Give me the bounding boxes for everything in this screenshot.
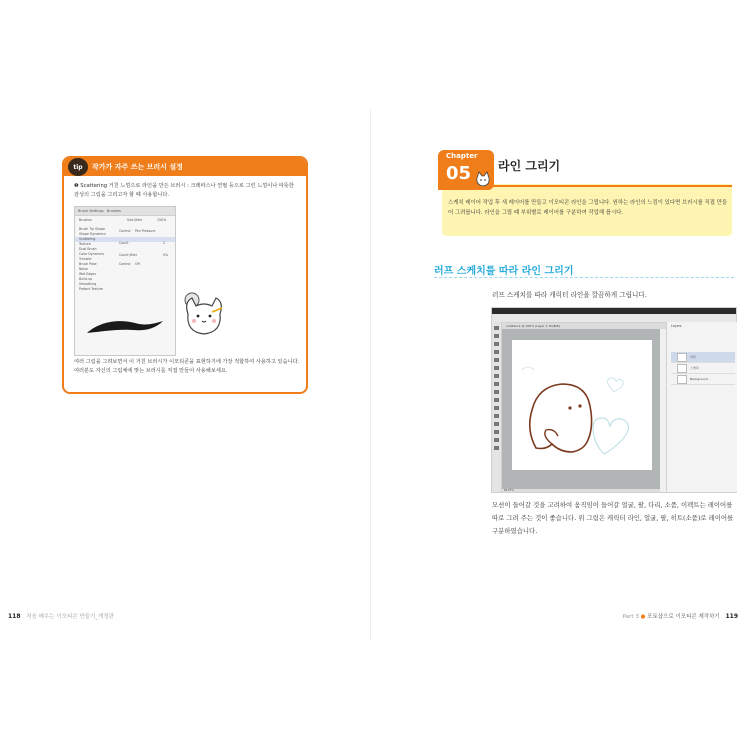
- ps-zoom-level: 66.67%: [504, 489, 514, 492]
- brush-item-selected: Scattering: [75, 237, 175, 242]
- ps-layer-thumb: [677, 375, 687, 384]
- panel-tab-brushes: Brushes: [106, 209, 121, 213]
- value-jitter: 150%: [157, 218, 167, 222]
- tip-text: ❶ Scattering 거친 느낌으로 라인을 만든 브러시 : 크레파스나 연필 등으로 그린 느낌이나 따뜻한 감성의 그림을 그리고자 할 때 사용합니다.: [74, 183, 294, 198]
- chapter-description: 스케치 레이어 작업 후 새 레이어를 만들고 이모티콘 라인을 그립니다. 원하는 라인의 느낌이 있다면 브러시를 직접 만들어 그려봅니다. 라인을 그릴 때 부위별로 레이어를 구분하여 작업해 봅시다.: [448, 200, 728, 216]
- ghost-character-line-art: [512, 340, 652, 470]
- ps-tool-icons: [492, 322, 501, 492]
- brush-item: Noise: [79, 267, 88, 271]
- book-title: 처음 배우는 이모티콘 만들기_개정판: [26, 614, 114, 620]
- chapter-number: 05: [446, 163, 472, 184]
- chapter-cat-icon: [474, 170, 492, 188]
- value-control: Pen Pressure: [135, 229, 156, 233]
- footer-right: [623, 612, 738, 620]
- value-off: Off: [135, 262, 140, 266]
- option-count: Count: [119, 241, 129, 245]
- page-number-left: 118: [8, 613, 21, 620]
- chapter-title: 라인 그리기: [498, 159, 561, 173]
- ps-status-bar: [502, 489, 660, 492]
- ps-layer-name: 스케치: [690, 366, 699, 370]
- option-count-jitter: Count Jitter: [119, 253, 138, 257]
- brush-item: Build-up: [79, 277, 93, 281]
- option-control: Control: [119, 229, 131, 233]
- brush-item: Brush Pose: [79, 262, 97, 266]
- ps-layer-name: 라인: [690, 355, 696, 359]
- ps-layer-thumb: [677, 364, 687, 373]
- brush-item: Wet Edges: [79, 272, 96, 276]
- ps-document-tab: untitled-1 @ 100% (Layer 1, RGB/8): [502, 323, 666, 329]
- tip-header: [64, 158, 306, 176]
- ps-layer-thumb: [677, 353, 687, 362]
- ps-layer-row: [671, 352, 735, 363]
- brush-item: Smoothing: [79, 282, 97, 286]
- footer-section: 포토샵으로 이모티콘 제작하기: [647, 614, 720, 620]
- tip-badge: tip: [68, 158, 88, 176]
- brush-stroke-preview: [75, 307, 175, 347]
- brush-settings-panel: [74, 206, 176, 356]
- ps-layers-panel: [666, 322, 737, 492]
- value-count-jitter: 0%: [163, 253, 169, 257]
- ps-toolbar: [492, 322, 502, 492]
- page-gutter: [370, 110, 371, 640]
- footer-bullet-icon: ●: [640, 614, 646, 620]
- brush-item: Shape Dynamics: [79, 232, 106, 236]
- panel-tabs: [75, 207, 175, 216]
- option-size-jitter: Size Jitter: [127, 218, 143, 222]
- ps-layer-row: [671, 374, 735, 385]
- brush-item: Protect Texture: [79, 287, 103, 291]
- brush-item: Color Dynamics: [79, 252, 105, 256]
- option-control-2: Control: [119, 262, 131, 266]
- body-text: 모션이 들어갈 것을 고려하여 움직임이 들어갈 얼굴, 팔, 다리, 소품, 이펙트는 레이어를 따로 그려 주는 것이 좋습니다. 위 그림은 캐릭터 라인, 얼굴, 팔, 히트(소품)로 레이어를 구분하였습니다.: [492, 501, 734, 535]
- section-divider: [434, 277, 734, 278]
- footer-part: Part 3: [622, 614, 639, 620]
- intro-text: 러프 스케치를 따라 캐릭터 라인을 깔끔하게 그립니다.: [492, 291, 647, 299]
- ps-layer-row: [671, 363, 735, 374]
- panel-tab-brush-settings: Brush Settings: [78, 209, 104, 213]
- photoshop-screenshot: [491, 307, 737, 493]
- brush-item: Dual Brush: [79, 247, 97, 251]
- footer-left: [8, 612, 114, 620]
- tip-box: [62, 156, 308, 394]
- brush-item: Brush Tip Shape: [79, 227, 105, 231]
- ps-layer-name: Background: [690, 377, 708, 381]
- option-brushes: Brushes: [79, 218, 92, 222]
- tip-note: 여러 그림을 그려보면서 이 거친 브러시가 이모티콘을 표현하기에 가장 적합하여 사용하고 있습니다. 여러분도 자신의 그림체에 맞는 브러시를 직접 만들어 사용해보세요.: [74, 359, 300, 374]
- page-number-right: 119: [725, 613, 738, 620]
- brush-item: Transfer: [79, 257, 92, 261]
- section-title: 러프 스케치를 따라 라인 그리기: [434, 266, 574, 277]
- cat-mascot-illustration: [178, 286, 238, 346]
- ps-canvas: [512, 340, 652, 470]
- ps-layers-title: Layers: [671, 324, 682, 328]
- chapter-label: Chapter: [446, 152, 478, 160]
- value-count: 2: [163, 241, 166, 245]
- tip-title: 작가가 자주 쓰는 브러시 설정: [92, 163, 183, 171]
- brush-item: Texture: [79, 242, 91, 246]
